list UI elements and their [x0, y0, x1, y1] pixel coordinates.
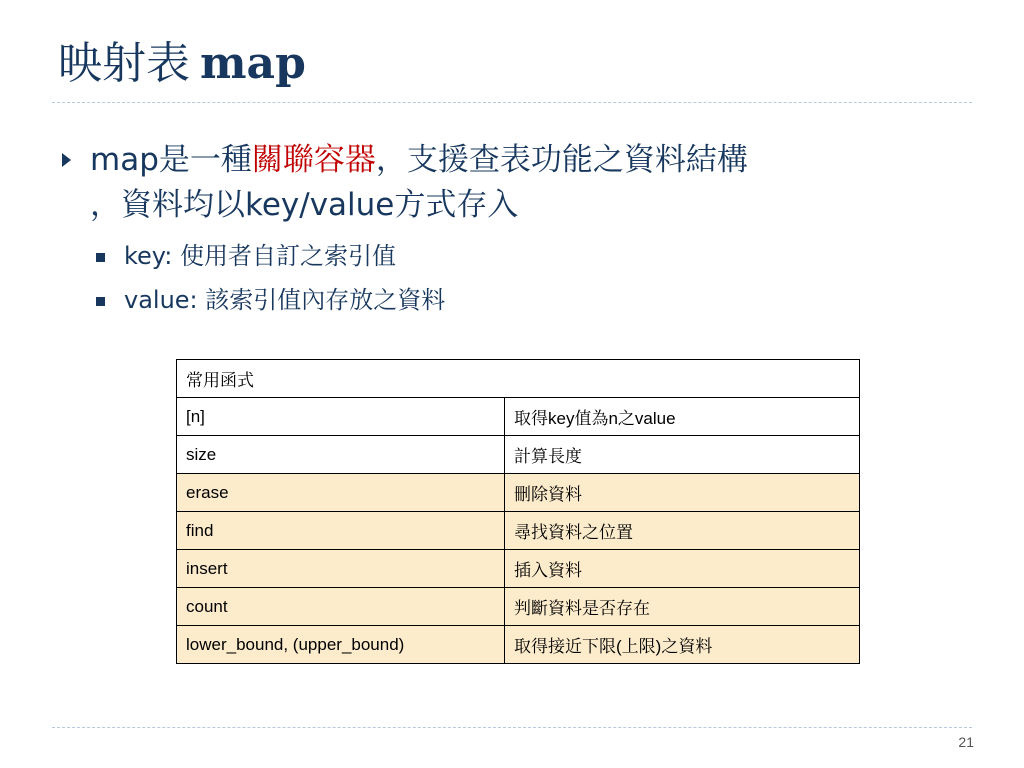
square-bullet-icon	[96, 253, 105, 262]
func-cell: [n]	[177, 398, 505, 436]
table-row	[177, 512, 860, 550]
slide-title	[58, 40, 306, 88]
desc-cell: 取得key值為n之value	[505, 398, 860, 436]
slide-title-zh: 映射表	[58, 38, 190, 89]
desc-cell: 刪除資料	[505, 474, 860, 512]
table-header: 常用函式	[177, 360, 860, 398]
desc-cell: 插入資料	[505, 550, 860, 588]
func-cell: lower_bound, (upper_bound)	[177, 626, 505, 664]
square-bullet-icon	[96, 297, 105, 306]
func-cell: erase	[177, 474, 505, 512]
bullet-text-pre: map是一種	[90, 142, 252, 178]
table-row	[177, 474, 860, 512]
table-row	[177, 588, 860, 626]
table-header-row	[177, 360, 860, 398]
sub-bullet-value	[96, 284, 445, 316]
main-bullet-line-2: ，資料均以key/value方式存入	[90, 187, 519, 223]
footer-divider	[52, 727, 972, 728]
triangle-bullet-icon	[62, 153, 71, 167]
desc-cell: 尋找資料之位置	[505, 512, 860, 550]
slide-title-en: map	[200, 38, 306, 89]
table-row	[177, 398, 860, 436]
sub-bullet-text: value: 該索引值內存放之資料	[124, 286, 446, 314]
func-cell: find	[177, 512, 505, 550]
functions-table	[176, 359, 860, 664]
main-bullet	[62, 138, 942, 228]
bullet-highlight: 關聯容器	[251, 142, 376, 178]
func-cell: size	[177, 436, 505, 474]
page-number: 21	[958, 734, 974, 750]
sub-bullet-key	[96, 240, 396, 272]
bullet-text-post: ，支援查表功能之資料結構	[375, 142, 748, 178]
func-cell: insert	[177, 550, 505, 588]
sub-bullet-text: key: 使用者自訂之索引值	[124, 242, 396, 270]
desc-cell: 計算長度	[505, 436, 860, 474]
table-row	[177, 436, 860, 474]
main-bullet-line-1	[90, 138, 942, 183]
desc-cell: 判斷資料是否存在	[505, 588, 860, 626]
title-divider	[52, 102, 972, 103]
table-row	[177, 550, 860, 588]
func-cell: count	[177, 588, 505, 626]
table-row	[177, 626, 860, 664]
desc-cell: 取得接近下限(上限)之資料	[505, 626, 860, 664]
